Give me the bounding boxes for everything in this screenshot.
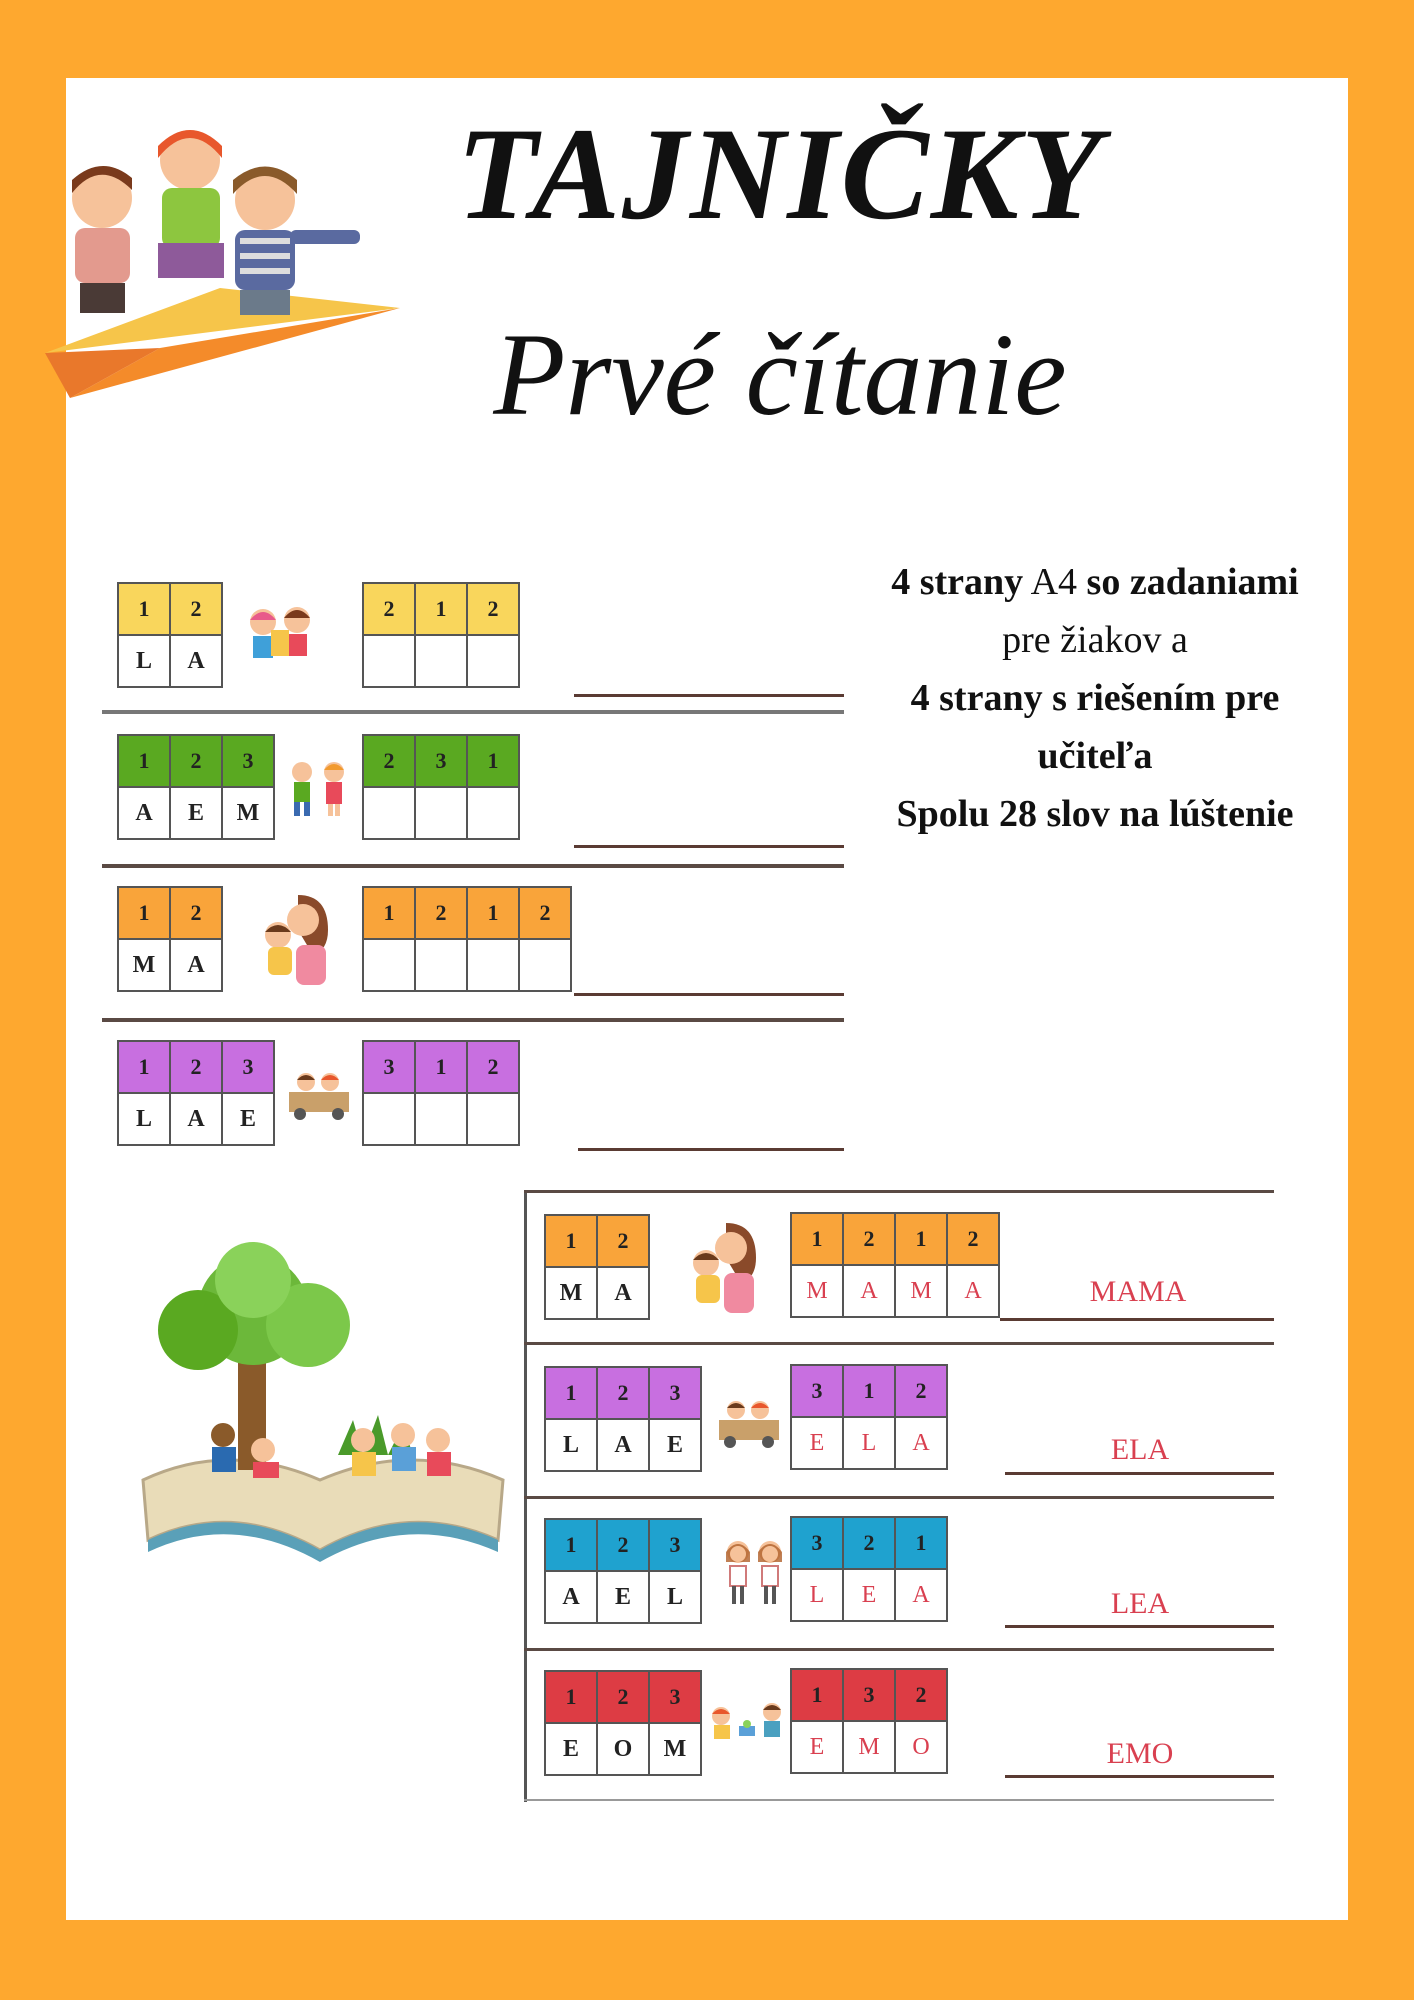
solution-1-answer-grid	[790, 1212, 1000, 1318]
solution-3-key-grid	[544, 1518, 702, 1624]
key-number-cell: 2	[170, 1041, 222, 1093]
target-number-cell: 2	[363, 583, 415, 635]
solution-3-answer-grid	[790, 1516, 948, 1622]
row-divider	[524, 1648, 1274, 1651]
target-number-cell: 2	[415, 887, 467, 939]
info-line-2: pre žiakov a	[1002, 619, 1188, 661]
exercise-2-key-grid	[117, 734, 275, 840]
solution-letter-cell: O	[895, 1721, 947, 1773]
key-number-cell: 2	[597, 1215, 649, 1267]
row-divider	[102, 864, 844, 868]
target-number-cell: 3	[363, 1041, 415, 1093]
two-girls-picture	[720, 1538, 790, 1610]
solution-2-answer-grid	[790, 1364, 948, 1470]
solution-letter-cell: E	[791, 1417, 843, 1469]
answer-letter-box[interactable]	[415, 1093, 467, 1145]
tree-on-open-book-illustration	[138, 1240, 508, 1570]
key-letter-cell: E	[222, 1093, 274, 1145]
target-number-cell: 1	[363, 887, 415, 939]
key-letter-cell: L	[545, 1419, 597, 1471]
key-letter-cell: A	[170, 635, 222, 687]
exercise-4-answer-line[interactable]	[578, 1148, 844, 1151]
target-number-cell: 2	[363, 735, 415, 787]
solution-letter-cell: A	[843, 1265, 895, 1317]
key-letter-cell: A	[597, 1419, 649, 1471]
answer-letter-box[interactable]	[467, 635, 519, 687]
answer-letter-box[interactable]	[363, 635, 415, 687]
key-number-cell: 2	[597, 1671, 649, 1723]
answer-letter-box[interactable]	[467, 1093, 519, 1145]
info-tasks-label: so zadaniami	[1086, 561, 1299, 603]
kids-in-cardboard-car-picture	[284, 1070, 354, 1120]
solution-1-key-grid	[544, 1214, 650, 1320]
exercise-3-answer-line[interactable]	[574, 993, 844, 996]
exercise-1-key-grid	[117, 582, 223, 688]
solution-2-answer-word: ELA	[1110, 1433, 1170, 1466]
key-number-cell: 1	[545, 1367, 597, 1419]
solutions-top-border	[524, 1190, 1274, 1193]
page-subtitle: Prvé čítanie	[493, 309, 1067, 440]
solution-3-answer-word: LEA	[1110, 1587, 1170, 1620]
solution-2-answer-line	[1005, 1472, 1274, 1475]
key-number-cell: 3	[649, 1367, 701, 1419]
target-number-cell: 1	[895, 1213, 947, 1265]
target-number-cell: 2	[467, 583, 519, 635]
key-letter-cell: L	[118, 1093, 170, 1145]
target-number-cell: 1	[467, 887, 519, 939]
solution-letter-cell: L	[791, 1569, 843, 1621]
solution-4-answer-line	[1005, 1775, 1274, 1778]
exercise-4-key-grid	[117, 1040, 275, 1146]
target-number-cell: 2	[843, 1213, 895, 1265]
key-letter-cell: L	[118, 635, 170, 687]
target-number-cell: 3	[791, 1517, 843, 1569]
solution-letter-cell: L	[843, 1417, 895, 1469]
key-number-cell: 3	[649, 1671, 701, 1723]
key-number-cell: 2	[170, 887, 222, 939]
target-number-cell: 1	[843, 1365, 895, 1417]
key-letter-cell: E	[597, 1571, 649, 1623]
kids-in-cardboard-car-picture	[714, 1398, 784, 1448]
key-number-cell: 3	[222, 1041, 274, 1093]
key-letter-cell: M	[545, 1267, 597, 1319]
key-number-cell: 1	[545, 1671, 597, 1723]
key-number-cell: 1	[545, 1519, 597, 1571]
key-letter-cell: A	[118, 787, 170, 839]
target-number-cell: 1	[895, 1517, 947, 1569]
key-number-cell: 2	[597, 1367, 649, 1419]
key-number-cell: 2	[597, 1519, 649, 1571]
target-number-cell: 2	[843, 1517, 895, 1569]
key-letter-cell: A	[170, 1093, 222, 1145]
key-number-cell: 1	[118, 583, 170, 635]
exercise-2-answer-grid	[362, 734, 520, 840]
exercise-1-answer-line[interactable]	[574, 694, 844, 697]
key-letter-cell: L	[649, 1571, 701, 1623]
exercise-3-answer-grid	[362, 886, 572, 992]
exercise-2-answer-line[interactable]	[574, 845, 844, 848]
key-number-cell: 2	[170, 583, 222, 635]
target-number-cell: 3	[415, 735, 467, 787]
info-line-4: učiteľa	[1037, 735, 1153, 777]
key-number-cell: 3	[649, 1519, 701, 1571]
key-letter-cell: M	[222, 787, 274, 839]
exercise-1-answer-grid	[362, 582, 520, 688]
two-children-picture	[284, 760, 354, 820]
target-number-cell: 3	[843, 1669, 895, 1721]
solution-letter-cell: M	[895, 1265, 947, 1317]
key-letter-cell: A	[170, 939, 222, 991]
answer-letter-box[interactable]	[415, 939, 467, 991]
mother-hugging-child-picture	[258, 890, 338, 990]
target-number-cell: 2	[519, 887, 571, 939]
key-number-cell: 1	[118, 887, 170, 939]
row-divider	[524, 1342, 1274, 1345]
key-letter-cell: M	[649, 1723, 701, 1775]
solution-4-answer-grid	[790, 1668, 948, 1774]
mother-hugging-child-picture	[686, 1218, 766, 1318]
key-letter-cell: M	[118, 939, 170, 991]
target-number-cell: 2	[895, 1669, 947, 1721]
solution-letter-cell: A	[895, 1417, 947, 1469]
answer-letter-box[interactable]	[363, 1093, 415, 1145]
key-number-cell: 2	[170, 735, 222, 787]
kids-paper-plane-illustration	[40, 118, 410, 398]
solution-1-answer-word: MAMA	[1089, 1275, 1187, 1308]
key-letter-cell: O	[597, 1723, 649, 1775]
target-number-cell: 2	[895, 1365, 947, 1417]
info-paper-size: A4	[1030, 561, 1078, 603]
answer-letter-box[interactable]	[415, 787, 467, 839]
row-divider	[524, 1496, 1274, 1499]
children-reading-picture	[245, 604, 320, 669]
info-box	[860, 553, 1330, 843]
children-playing-picture	[706, 1696, 788, 1746]
target-number-cell: 3	[791, 1365, 843, 1417]
target-number-cell: 1	[791, 1213, 843, 1265]
row-divider	[102, 1018, 844, 1022]
answer-letter-box[interactable]	[363, 939, 415, 991]
solution-4-answer-word: EMO	[1106, 1737, 1174, 1770]
solution-letter-cell: M	[791, 1265, 843, 1317]
exercise-3-key-grid	[117, 886, 223, 992]
answer-letter-box[interactable]	[363, 787, 415, 839]
target-number-cell: 1	[415, 1041, 467, 1093]
solution-2-key-grid	[544, 1366, 702, 1472]
row-divider	[102, 710, 844, 714]
target-number-cell: 2	[467, 1041, 519, 1093]
key-number-cell: 1	[118, 1041, 170, 1093]
info-line-5: Spolu 28 slov na lúštenie	[896, 793, 1294, 835]
solutions-bottom-border	[524, 1799, 1274, 1801]
answer-letter-box[interactable]	[467, 787, 519, 839]
key-letter-cell: E	[649, 1419, 701, 1471]
target-number-cell: 1	[791, 1669, 843, 1721]
target-number-cell: 1	[467, 735, 519, 787]
key-letter-cell: E	[545, 1723, 597, 1775]
target-number-cell: 1	[415, 583, 467, 635]
answer-letter-box[interactable]	[519, 939, 571, 991]
solution-letter-cell: M	[843, 1721, 895, 1773]
page-title: TAJNIČKY	[456, 100, 1104, 247]
solution-4-key-grid	[544, 1670, 702, 1776]
answer-letter-box[interactable]	[415, 635, 467, 687]
target-number-cell: 2	[947, 1213, 999, 1265]
solution-1-answer-line	[1000, 1318, 1274, 1321]
exercise-4-answer-grid	[362, 1040, 520, 1146]
solution-3-answer-line	[1005, 1625, 1274, 1628]
info-line-1	[860, 553, 1330, 611]
solution-letter-cell: E	[843, 1569, 895, 1621]
info-line-3: 4 strany s riešením pre	[910, 677, 1280, 719]
key-letter-cell: A	[545, 1571, 597, 1623]
key-number-cell: 1	[545, 1215, 597, 1267]
key-letter-cell: E	[170, 787, 222, 839]
solution-letter-cell: A	[947, 1265, 999, 1317]
solution-letter-cell: E	[791, 1721, 843, 1773]
key-number-cell: 3	[222, 735, 274, 787]
answer-letter-box[interactable]	[467, 939, 519, 991]
key-letter-cell: A	[597, 1267, 649, 1319]
key-number-cell: 1	[118, 735, 170, 787]
solution-letter-cell: A	[895, 1569, 947, 1621]
info-pages-count: 4 strany	[891, 561, 1024, 603]
